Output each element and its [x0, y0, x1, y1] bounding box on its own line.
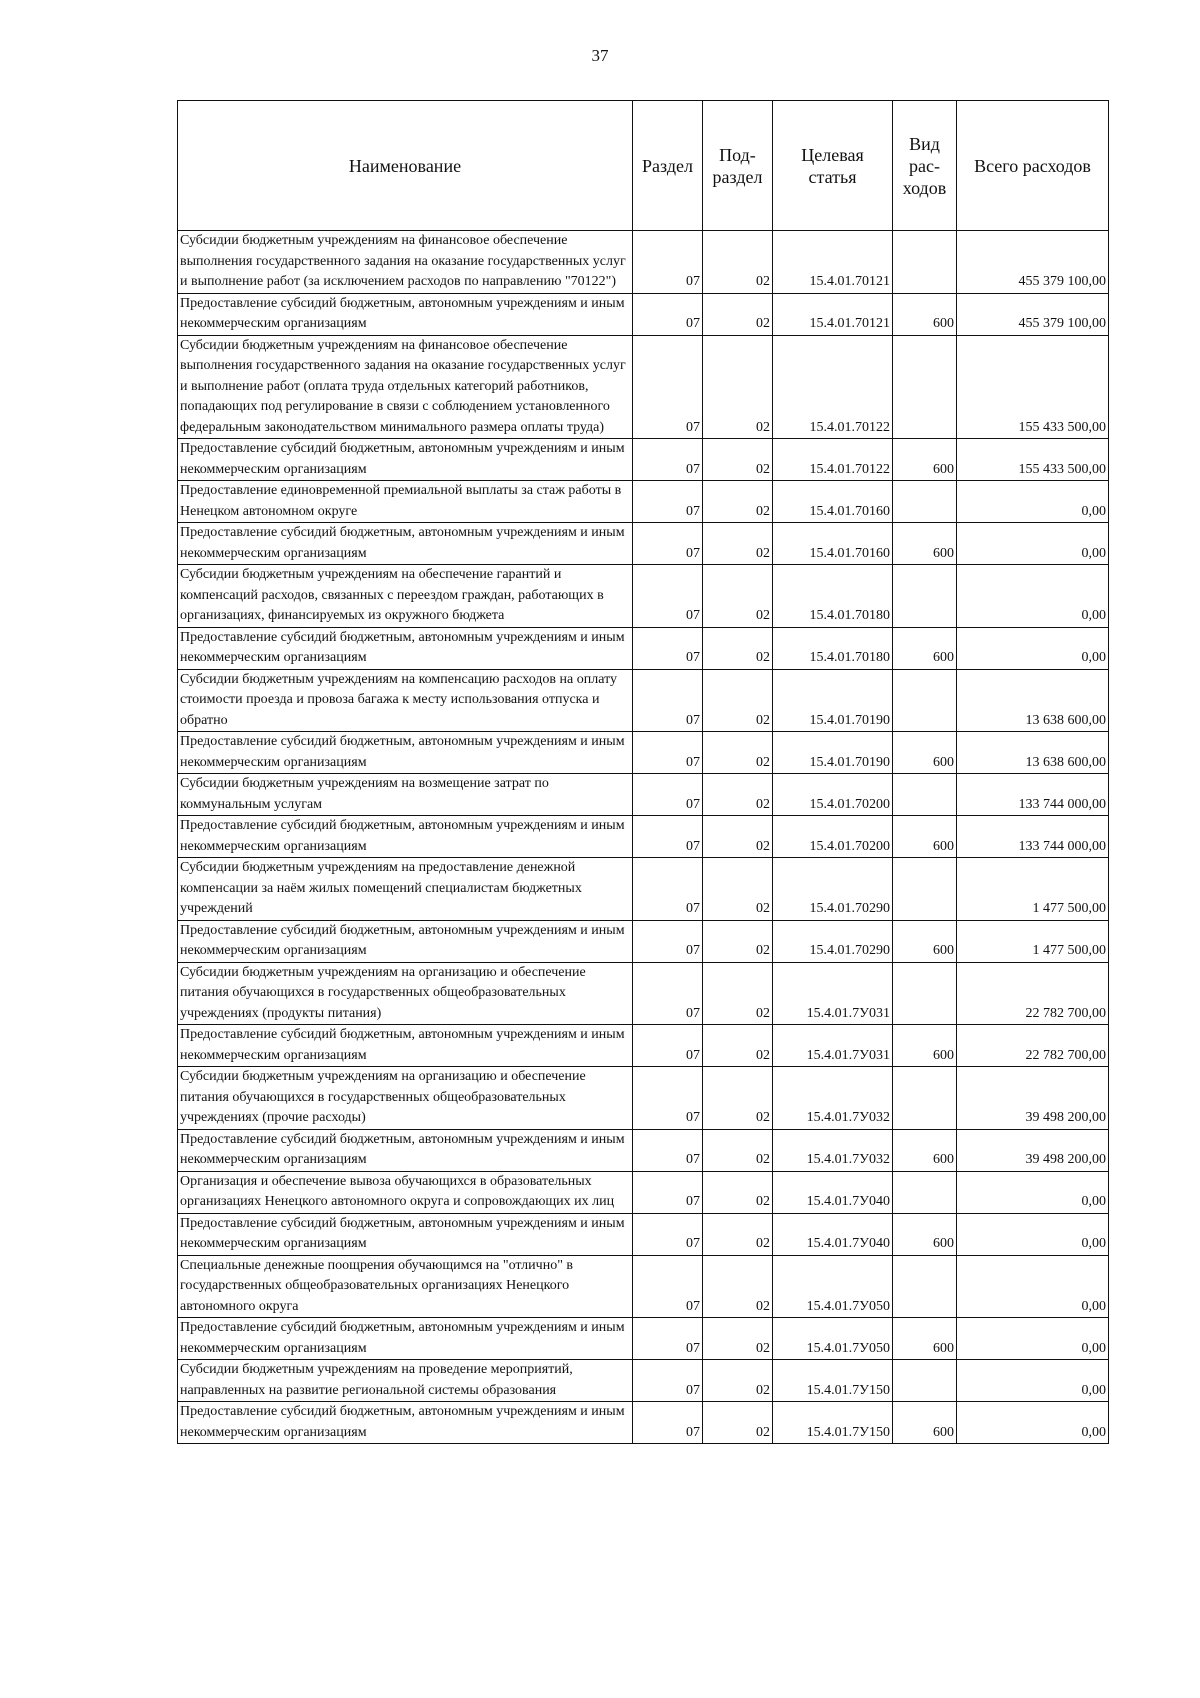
cell-razdel: 07 [633, 1129, 703, 1171]
cell-celevaya-statya: 15.4.01.7У040 [773, 1213, 893, 1255]
table-row [178, 732, 1109, 774]
cell-vid-rashodov [893, 1360, 957, 1402]
cell-total: 0,00 [957, 1360, 1109, 1402]
cell-podrazdel: 02 [703, 1360, 773, 1402]
cell-total: 39 498 200,00 [957, 1067, 1109, 1130]
cell-vid-rashodov [893, 1255, 957, 1318]
cell-total: 0,00 [957, 1171, 1109, 1213]
cell-podrazdel: 02 [703, 523, 773, 565]
cell-celevaya-statya: 15.4.01.70190 [773, 669, 893, 732]
cell-vid-rashodov [893, 481, 957, 523]
cell-total: 0,00 [957, 1402, 1109, 1444]
table-row [178, 858, 1109, 921]
cell-podrazdel: 02 [703, 335, 773, 439]
table-row [178, 962, 1109, 1025]
cell-total: 39 498 200,00 [957, 1129, 1109, 1171]
cell-celevaya-statya: 15.4.01.7У150 [773, 1402, 893, 1444]
cell-podrazdel: 02 [703, 481, 773, 523]
cell-name: Субсидии бюджетным учреждениям на проведение мероприятий, направленных на развитие региональной системы образования [178, 1360, 633, 1402]
cell-vid-rashodov [893, 335, 957, 439]
cell-name: Предоставление субсидий бюджетным, автономным учреждениям и иным некоммерческим организациям [178, 439, 633, 481]
cell-celevaya-statya: 15.4.01.7У031 [773, 962, 893, 1025]
cell-name: Предоставление субсидий бюджетным, автономным учреждениям и иным некоммерческим организациям [178, 627, 633, 669]
cell-celevaya-statya: 15.4.01.70121 [773, 231, 893, 294]
cell-vid-rashodov: 600 [893, 439, 957, 481]
cell-podrazdel: 02 [703, 1402, 773, 1444]
table-row [178, 1213, 1109, 1255]
header-podrazdel: Под- раздел [703, 101, 773, 231]
cell-total: 0,00 [957, 1318, 1109, 1360]
cell-razdel: 07 [633, 627, 703, 669]
cell-vid-rashodov: 600 [893, 1318, 957, 1360]
cell-podrazdel: 02 [703, 1067, 773, 1130]
cell-name: Субсидии бюджетным учреждениям на компенсацию расходов на оплату стоимости проезда и провоза багажа к месту использования отпуска и обратно [178, 669, 633, 732]
cell-razdel: 07 [633, 732, 703, 774]
cell-total: 0,00 [957, 523, 1109, 565]
cell-name: Предоставление субсидий бюджетным, автономным учреждениям и иным некоммерческим организациям [178, 1213, 633, 1255]
cell-celevaya-statya: 15.4.01.70200 [773, 774, 893, 816]
cell-celevaya-statya: 15.4.01.70290 [773, 920, 893, 962]
table-row [178, 1360, 1109, 1402]
cell-celevaya-statya: 15.4.01.70180 [773, 565, 893, 628]
table-row [178, 335, 1109, 439]
cell-razdel: 07 [633, 669, 703, 732]
cell-vid-rashodov [893, 565, 957, 628]
table-body [178, 231, 1109, 1444]
cell-podrazdel: 02 [703, 669, 773, 732]
table-row [178, 669, 1109, 732]
cell-vid-rashodov [893, 858, 957, 921]
cell-name: Предоставление субсидий бюджетным, автономным учреждениям и иным некоммерческим организациям [178, 816, 633, 858]
cell-celevaya-statya: 15.4.01.70180 [773, 627, 893, 669]
cell-razdel: 07 [633, 962, 703, 1025]
cell-name: Специальные денежные поощрения обучающимся на "отлично" в государственных общеобразовательных организациях Ненецкого автономного округа [178, 1255, 633, 1318]
cell-podrazdel: 02 [703, 1255, 773, 1318]
cell-total: 133 744 000,00 [957, 774, 1109, 816]
header-name: Наименование [178, 101, 633, 231]
cell-celevaya-statya: 15.4.01.7У040 [773, 1171, 893, 1213]
cell-razdel: 07 [633, 335, 703, 439]
cell-vid-rashodov: 600 [893, 1213, 957, 1255]
cell-razdel: 07 [633, 293, 703, 335]
cell-vid-rashodov [893, 669, 957, 732]
cell-vid-rashodov: 600 [893, 920, 957, 962]
cell-total: 13 638 600,00 [957, 732, 1109, 774]
cell-celevaya-statya: 15.4.01.7У031 [773, 1025, 893, 1067]
cell-podrazdel: 02 [703, 1213, 773, 1255]
cell-total: 0,00 [957, 627, 1109, 669]
cell-celevaya-statya: 15.4.01.70160 [773, 523, 893, 565]
cell-total: 22 782 700,00 [957, 962, 1109, 1025]
cell-name: Субсидии бюджетным учреждениям на возмещение затрат по коммунальным услугам [178, 774, 633, 816]
table-row [178, 565, 1109, 628]
cell-razdel: 07 [633, 1360, 703, 1402]
cell-razdel: 07 [633, 1255, 703, 1318]
cell-name: Субсидии бюджетным учреждениям на финансовое обеспечение выполнения государственного задания на оказание государственных услуг и выполнение работ (за исключением расходов по направлению "70122") [178, 231, 633, 294]
cell-total: 133 744 000,00 [957, 816, 1109, 858]
cell-celevaya-statya: 15.4.01.7У032 [773, 1129, 893, 1171]
cell-podrazdel: 02 [703, 816, 773, 858]
cell-vid-rashodov: 600 [893, 1402, 957, 1444]
cell-celevaya-statya: 15.4.01.70200 [773, 816, 893, 858]
cell-vid-rashodov [893, 1067, 957, 1130]
cell-name: Субсидии бюджетным учреждениям на обеспечение гарантий и компенсаций расходов, связанных с переездом граждан, работающих в организациях, финансируемых из окружного бюджета [178, 565, 633, 628]
table-row [178, 1255, 1109, 1318]
table-row [178, 1025, 1109, 1067]
cell-vid-rashodov [893, 231, 957, 294]
cell-total: 0,00 [957, 1255, 1109, 1318]
header-total: Всего расходов [957, 101, 1109, 231]
header-razdel: Раздел [633, 101, 703, 231]
table-row [178, 816, 1109, 858]
header-celevaya-statya: Целевая статья [773, 101, 893, 231]
cell-total: 0,00 [957, 481, 1109, 523]
cell-total: 155 433 500,00 [957, 439, 1109, 481]
cell-name: Субсидии бюджетным учреждениям на финансовое обеспечение выполнения государственного задания на оказание государственных услуг и выполнение работ (оплата труда отдельных категорий работников, попадающих под регулирование в связи с соблюдением установленного федеральным законодательством минимального размера оплаты труда) [178, 335, 633, 439]
cell-vid-rashodov [893, 962, 957, 1025]
cell-total: 0,00 [957, 1213, 1109, 1255]
cell-vid-rashodov: 600 [893, 627, 957, 669]
cell-vid-rashodov: 600 [893, 732, 957, 774]
cell-vid-rashodov: 600 [893, 1025, 957, 1067]
table-row [178, 481, 1109, 523]
cell-podrazdel: 02 [703, 774, 773, 816]
cell-podrazdel: 02 [703, 293, 773, 335]
cell-razdel: 07 [633, 858, 703, 921]
cell-vid-rashodov [893, 774, 957, 816]
cell-vid-rashodov: 600 [893, 816, 957, 858]
cell-total: 22 782 700,00 [957, 1025, 1109, 1067]
cell-vid-rashodov: 600 [893, 523, 957, 565]
table-row [178, 920, 1109, 962]
cell-name: Предоставление субсидий бюджетным, автономным учреждениям и иным некоммерческим организациям [178, 1402, 633, 1444]
cell-razdel: 07 [633, 1318, 703, 1360]
cell-razdel: 07 [633, 1402, 703, 1444]
cell-vid-rashodov [893, 1171, 957, 1213]
table-row [178, 439, 1109, 481]
cell-razdel: 07 [633, 439, 703, 481]
cell-razdel: 07 [633, 231, 703, 294]
cell-podrazdel: 02 [703, 439, 773, 481]
budget-table [177, 100, 1109, 1444]
cell-celevaya-statya: 15.4.01.7У050 [773, 1255, 893, 1318]
table-row [178, 231, 1109, 294]
cell-name: Предоставление субсидий бюджетным, автономным учреждениям и иным некоммерческим организациям [178, 920, 633, 962]
table-row [178, 293, 1109, 335]
cell-total: 1 477 500,00 [957, 920, 1109, 962]
table-row [178, 627, 1109, 669]
cell-vid-rashodov: 600 [893, 1129, 957, 1171]
cell-celevaya-statya: 15.4.01.70160 [773, 481, 893, 523]
cell-celevaya-statya: 15.4.01.70121 [773, 293, 893, 335]
cell-total: 455 379 100,00 [957, 231, 1109, 294]
cell-razdel: 07 [633, 816, 703, 858]
cell-name: Предоставление единовременной премиальной выплаты за стаж работы в Ненецком автономном округе [178, 481, 633, 523]
cell-total: 13 638 600,00 [957, 669, 1109, 732]
cell-podrazdel: 02 [703, 627, 773, 669]
cell-celevaya-statya: 15.4.01.70190 [773, 732, 893, 774]
cell-razdel: 07 [633, 565, 703, 628]
cell-name: Субсидии бюджетным учреждениям на организацию и обеспечение питания обучающихся в государственных общеобразовательных учреждениях (продукты питания) [178, 962, 633, 1025]
cell-name: Предоставление субсидий бюджетным, автономным учреждениям и иным некоммерческим организациям [178, 523, 633, 565]
cell-razdel: 07 [633, 481, 703, 523]
cell-celevaya-statya: 15.4.01.70290 [773, 858, 893, 921]
cell-podrazdel: 02 [703, 962, 773, 1025]
cell-celevaya-statya: 15.4.01.70122 [773, 335, 893, 439]
cell-celevaya-statya: 15.4.01.70122 [773, 439, 893, 481]
cell-podrazdel: 02 [703, 1318, 773, 1360]
cell-celevaya-statya: 15.4.01.7У050 [773, 1318, 893, 1360]
cell-name: Предоставление субсидий бюджетным, автономным учреждениям и иным некоммерческим организациям [178, 1025, 633, 1067]
page-number: 37 [591, 46, 609, 65]
cell-celevaya-statya: 15.4.01.7У150 [773, 1360, 893, 1402]
cell-podrazdel: 02 [703, 1025, 773, 1067]
cell-celevaya-statya: 15.4.01.7У032 [773, 1067, 893, 1130]
cell-razdel: 07 [633, 1067, 703, 1130]
cell-total: 155 433 500,00 [957, 335, 1109, 439]
cell-podrazdel: 02 [703, 1129, 773, 1171]
cell-razdel: 07 [633, 523, 703, 565]
cell-razdel: 07 [633, 774, 703, 816]
header-row [178, 101, 1109, 231]
cell-vid-rashodov: 600 [893, 293, 957, 335]
table-row [178, 1129, 1109, 1171]
cell-podrazdel: 02 [703, 1171, 773, 1213]
cell-podrazdel: 02 [703, 732, 773, 774]
cell-total: 1 477 500,00 [957, 858, 1109, 921]
cell-name: Организация и обеспечение вывоза обучающихся в образовательных организациях Ненецкого автономного округа и сопровождающих их лиц [178, 1171, 633, 1213]
table-row [178, 774, 1109, 816]
table-row [178, 1171, 1109, 1213]
cell-podrazdel: 02 [703, 920, 773, 962]
cell-razdel: 07 [633, 1025, 703, 1067]
cell-razdel: 07 [633, 1213, 703, 1255]
cell-total: 455 379 100,00 [957, 293, 1109, 335]
cell-name: Предоставление субсидий бюджетным, автономным учреждениям и иным некоммерческим организациям [178, 293, 633, 335]
table-row [178, 1067, 1109, 1130]
cell-name: Субсидии бюджетным учреждениям на предоставление денежной компенсации за наём жилых помещений специалистам бюджетных учреждений [178, 858, 633, 921]
cell-podrazdel: 02 [703, 565, 773, 628]
table-header [178, 101, 1109, 231]
table-row [178, 1318, 1109, 1360]
cell-total: 0,00 [957, 565, 1109, 628]
cell-podrazdel: 02 [703, 858, 773, 921]
cell-podrazdel: 02 [703, 231, 773, 294]
cell-razdel: 07 [633, 920, 703, 962]
cell-name: Предоставление субсидий бюджетным, автономным учреждениям и иным некоммерческим организациям [178, 1129, 633, 1171]
table-row [178, 523, 1109, 565]
cell-razdel: 07 [633, 1171, 703, 1213]
cell-name: Предоставление субсидий бюджетным, автономным учреждениям и иным некоммерческим организациям [178, 732, 633, 774]
cell-name: Субсидии бюджетным учреждениям на организацию и обеспечение питания обучающихся в государственных общеобразовательных учреждениях (прочие расходы) [178, 1067, 633, 1130]
header-vid-rashodov: Вид рас- ходов [893, 101, 957, 231]
table-row [178, 1402, 1109, 1444]
cell-name: Предоставление субсидий бюджетным, автономным учреждениям и иным некоммерческим организациям [178, 1318, 633, 1360]
